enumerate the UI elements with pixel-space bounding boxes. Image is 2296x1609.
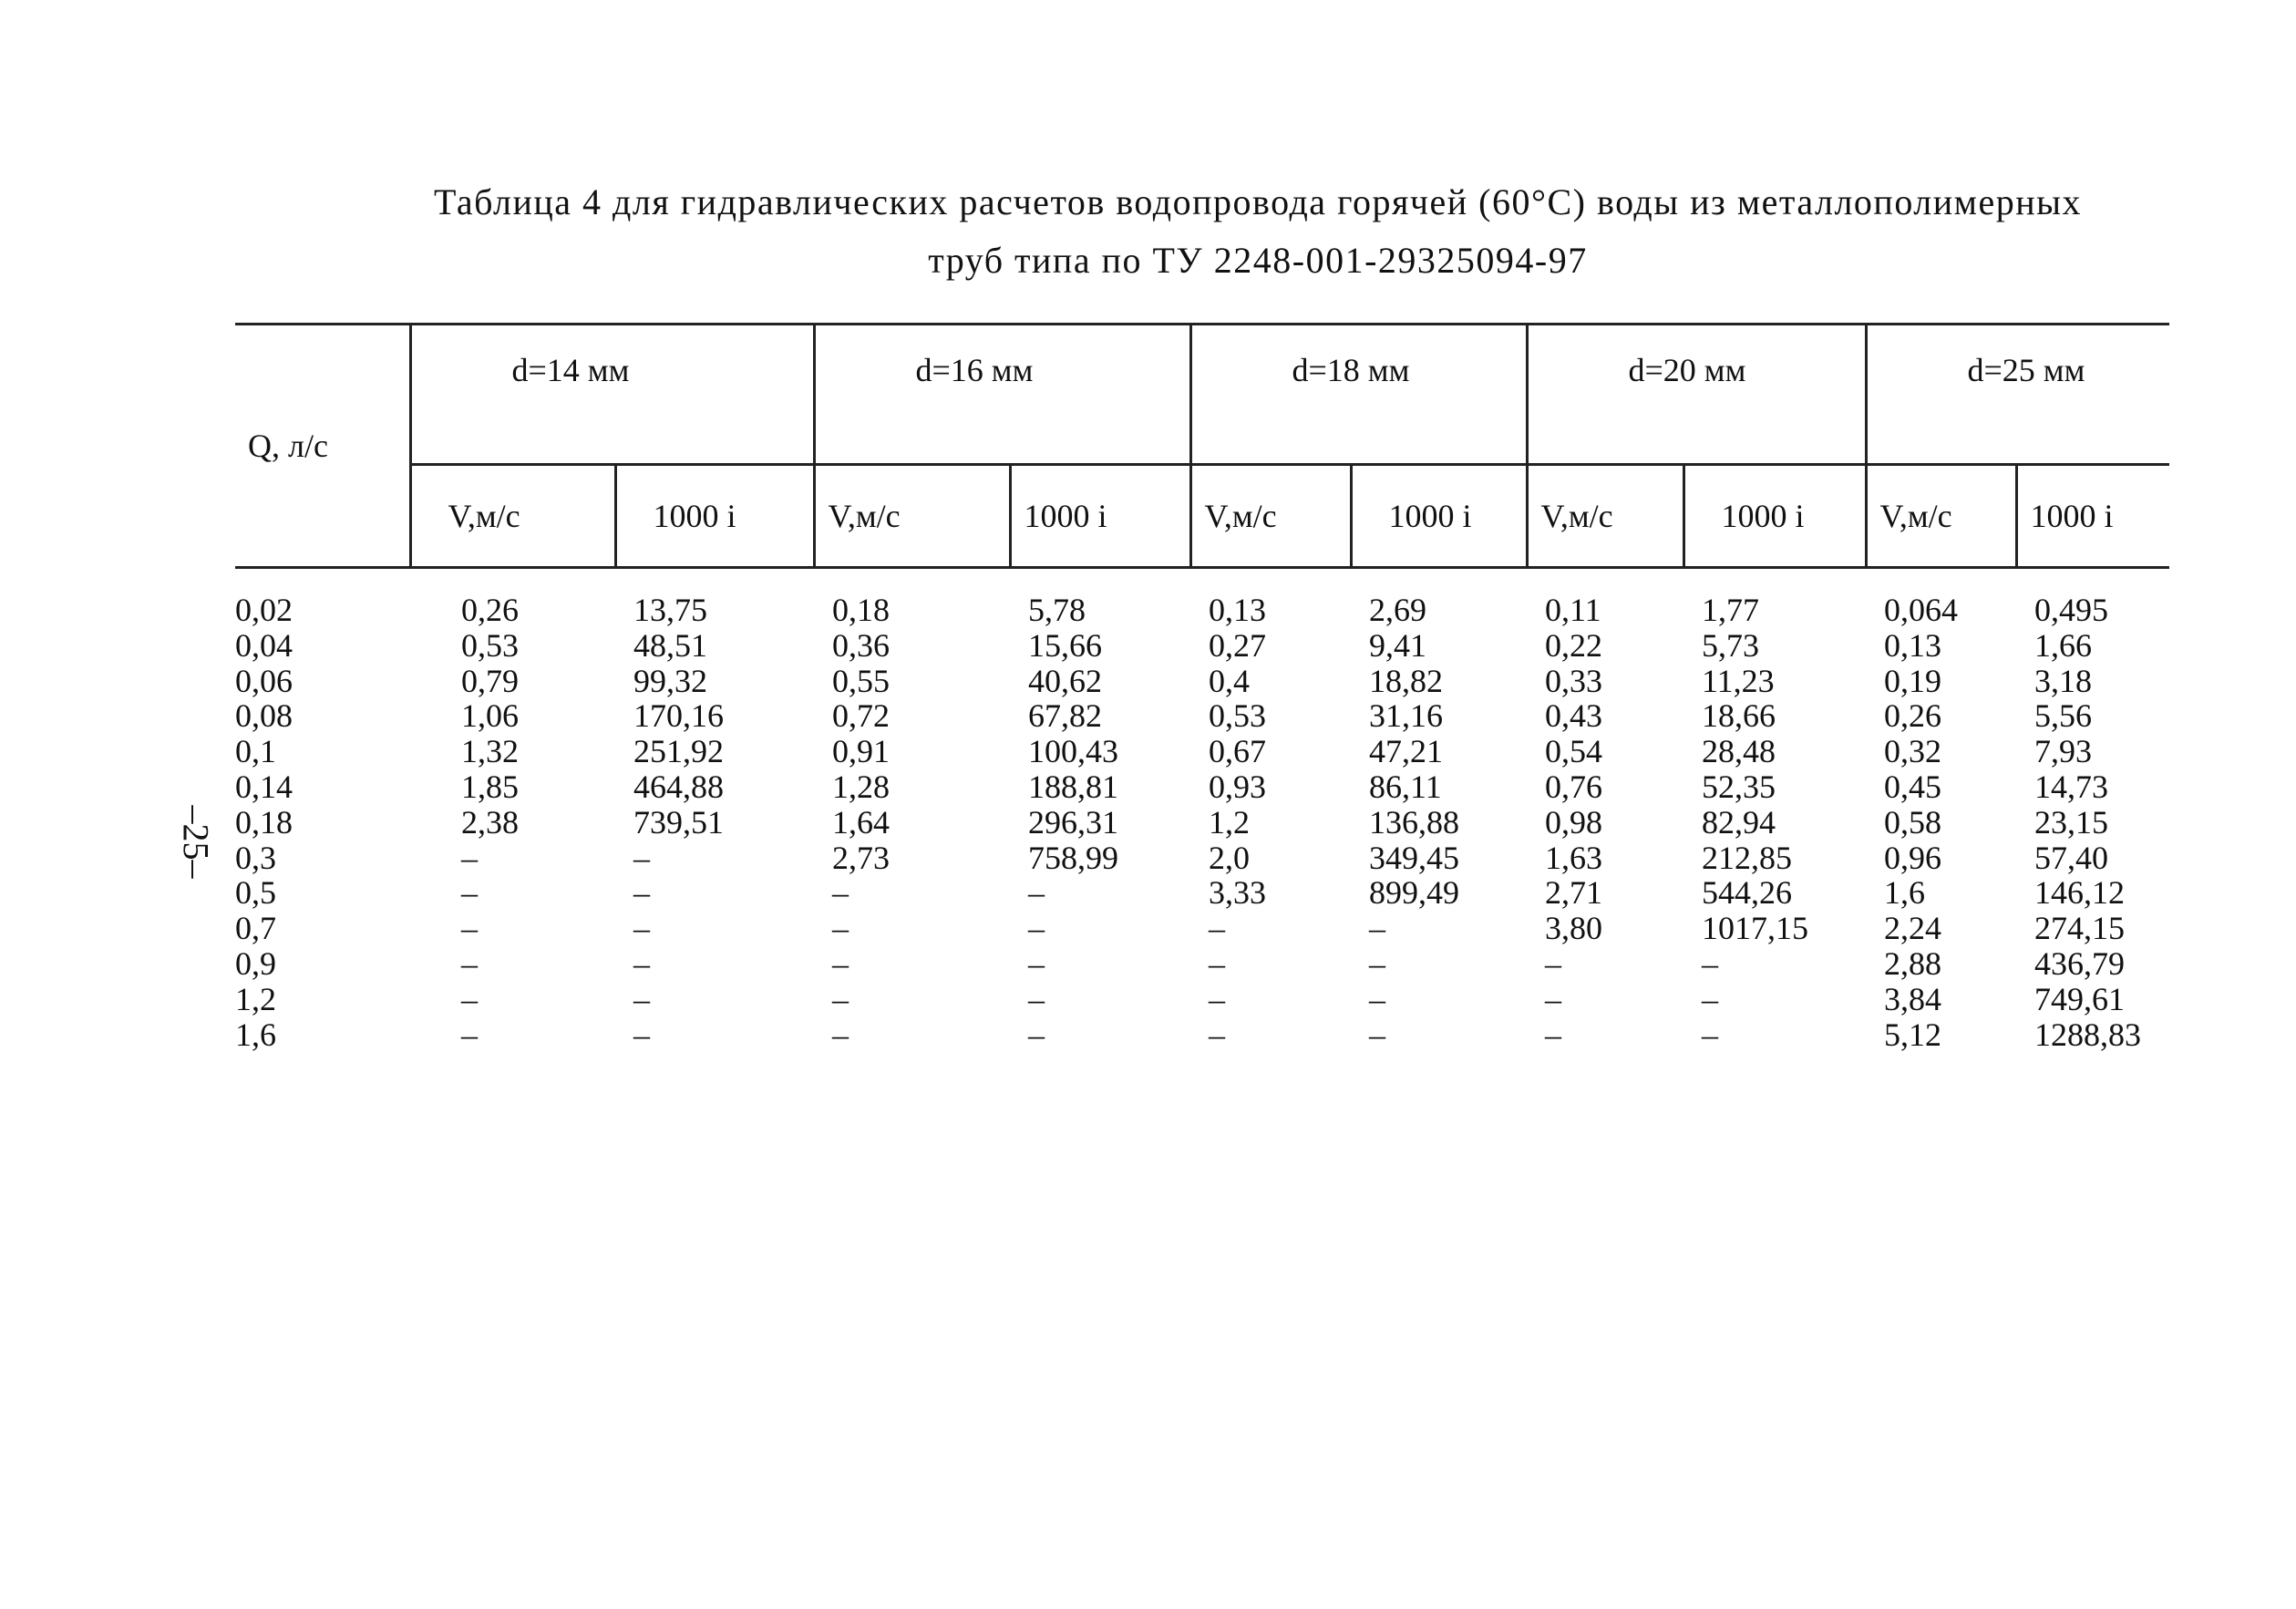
- velocity-cell: 1,63: [1545, 839, 1602, 876]
- velocity-cell: –: [832, 944, 849, 982]
- title-line-2: труб типа по ТУ 2248-001-29325094-97: [928, 240, 1588, 281]
- table-row: [235, 568, 2169, 628]
- head-loss-cell: –: [633, 1016, 650, 1053]
- group-header-d16: d=16 мм: [814, 325, 1190, 465]
- velocity-cell: 0,26: [461, 592, 519, 628]
- velocity-cell: –: [461, 980, 478, 1017]
- subheader-head-loss: 1000 i: [615, 465, 814, 568]
- head-loss-cell: –: [633, 874, 650, 912]
- velocity-cell: 0,26: [1884, 697, 1941, 735]
- page-number: –25–: [175, 805, 217, 879]
- table-row: [235, 875, 2169, 911]
- velocity-cell: 1,2: [1209, 803, 1250, 841]
- flow-rate-cell: 0,02: [235, 592, 293, 628]
- head-loss-cell: 99,32: [633, 662, 707, 699]
- head-loss-cell: 464,88: [633, 768, 724, 805]
- velocity-cell: –: [461, 874, 478, 912]
- group-header-d14: d=14 мм: [410, 325, 814, 465]
- head-loss-cell: 5,78: [1028, 592, 1086, 628]
- velocity-cell: 0,43: [1545, 697, 1602, 735]
- velocity-cell: 0,33: [1545, 662, 1602, 699]
- velocity-cell: –: [832, 980, 849, 1017]
- flow-rate-cell: 0,04: [235, 626, 293, 664]
- head-loss-cell: 3,18: [2034, 662, 2092, 699]
- flow-rate-cell: 0,08: [235, 697, 293, 735]
- head-loss-cell: 100,43: [1028, 733, 1118, 770]
- velocity-cell: 1,85: [461, 768, 519, 805]
- velocity-cell: 2,88: [1884, 944, 1941, 982]
- table-row: [235, 805, 2169, 841]
- flow-rate-cell: 1,6: [235, 1016, 276, 1053]
- head-loss-cell: –: [633, 944, 650, 982]
- head-loss-cell: 82,94: [1702, 803, 1776, 841]
- subheader-velocity: V,м/с: [1527, 465, 1683, 568]
- head-loss-cell: –: [1702, 1016, 1718, 1053]
- flow-rate-cell: 0,7: [235, 910, 276, 947]
- velocity-cell: –: [1545, 1016, 1561, 1053]
- head-loss-cell: –: [1702, 980, 1718, 1017]
- subheader-velocity: V,м/с: [1190, 465, 1351, 568]
- velocity-cell: 2,38: [461, 803, 519, 841]
- subheader-head-loss: 1000 i: [1683, 465, 1866, 568]
- head-loss-cell: 23,15: [2034, 803, 2108, 841]
- velocity-cell: 0,19: [1884, 662, 1941, 699]
- head-loss-cell: 758,99: [1028, 839, 1118, 876]
- subheader-head-loss: 1000 i: [1010, 465, 1190, 568]
- head-loss-cell: 1017,15: [1702, 910, 1808, 947]
- table-header: [235, 325, 2169, 568]
- head-loss-cell: –: [1369, 944, 1385, 982]
- head-loss-cell: 14,73: [2034, 768, 2108, 805]
- head-loss-cell: 251,92: [633, 733, 724, 770]
- head-loss-cell: –: [1369, 910, 1385, 947]
- velocity-cell: –: [461, 944, 478, 982]
- group-header-d18: d=18 мм: [1190, 325, 1527, 465]
- velocity-cell: 0,064: [1884, 592, 1958, 628]
- velocity-cell: 3,84: [1884, 980, 1941, 1017]
- table-row: [235, 769, 2169, 805]
- head-loss-cell: –: [1369, 1016, 1385, 1053]
- head-loss-cell: 136,88: [1369, 803, 1459, 841]
- velocity-cell: –: [832, 874, 849, 912]
- table-title: [346, 173, 2169, 290]
- head-loss-cell: 2,69: [1369, 592, 1426, 628]
- velocity-cell: 0,22: [1545, 626, 1602, 664]
- table-row: [235, 841, 2169, 876]
- head-loss-cell: 170,16: [633, 697, 724, 735]
- head-loss-cell: 13,75: [633, 592, 707, 628]
- velocity-cell: 1,06: [461, 697, 519, 735]
- velocity-cell: 0,58: [1884, 803, 1941, 841]
- head-loss-cell: 544,26: [1702, 874, 1792, 912]
- velocity-cell: –: [461, 910, 478, 947]
- velocity-cell: –: [1209, 910, 1225, 947]
- hydraulic-table: [235, 323, 2169, 1052]
- head-loss-cell: 1288,83: [2034, 1016, 2141, 1053]
- table-row: [235, 911, 2169, 946]
- head-loss-cell: 188,81: [1028, 768, 1118, 805]
- velocity-cell: 2,73: [832, 839, 890, 876]
- velocity-cell: 3,80: [1545, 910, 1602, 947]
- head-loss-cell: –: [1028, 980, 1045, 1017]
- head-loss-cell: 749,61: [2034, 980, 2125, 1017]
- table-row: [235, 734, 2169, 769]
- head-loss-cell: 146,12: [2034, 874, 2125, 912]
- head-loss-cell: 86,11: [1369, 768, 1442, 805]
- velocity-cell: 0,13: [1884, 626, 1941, 664]
- velocity-cell: –: [832, 910, 849, 947]
- table-row: [235, 664, 2169, 699]
- velocity-cell: 3,33: [1209, 874, 1266, 912]
- flow-rate-cell: 1,2: [235, 980, 276, 1017]
- head-loss-cell: 15,66: [1028, 626, 1102, 664]
- head-loss-cell: 48,51: [633, 626, 707, 664]
- velocity-cell: –: [1209, 944, 1225, 982]
- group-header-d20: d=20 мм: [1527, 325, 1866, 465]
- subheader-velocity: V,м/с: [410, 465, 615, 568]
- head-loss-cell: 57,40: [2034, 839, 2108, 876]
- table-row: [235, 628, 2169, 664]
- velocity-cell: 0,79: [461, 662, 519, 699]
- flow-rate-cell: 0,9: [235, 944, 276, 982]
- head-loss-cell: 274,15: [2034, 910, 2125, 947]
- q-header: Q, л/с: [235, 325, 410, 568]
- hydraulic-table-container: [235, 323, 2169, 1052]
- head-loss-cell: 11,23: [1702, 662, 1775, 699]
- flow-rate-cell: 0,5: [235, 874, 276, 912]
- head-loss-cell: 212,85: [1702, 839, 1792, 876]
- velocity-cell: 0,76: [1545, 768, 1602, 805]
- velocity-cell: 0,27: [1209, 626, 1266, 664]
- velocity-cell: 0,53: [1209, 697, 1266, 735]
- group-header-d25: d=25 мм: [1866, 325, 2169, 465]
- head-loss-cell: –: [1028, 910, 1045, 947]
- velocity-cell: 1,28: [832, 768, 890, 805]
- velocity-cell: 0,18: [832, 592, 890, 628]
- head-loss-cell: 31,16: [1369, 697, 1443, 735]
- subheader-velocity: V,м/с: [1866, 465, 2016, 568]
- head-loss-cell: 40,62: [1028, 662, 1102, 699]
- head-loss-cell: 52,35: [1702, 768, 1776, 805]
- flow-rate-cell: 0,14: [235, 768, 293, 805]
- velocity-cell: –: [461, 1016, 478, 1053]
- velocity-cell: 0,91: [832, 733, 890, 770]
- flow-rate-cell: 0,18: [235, 803, 293, 841]
- head-loss-cell: 1,77: [1702, 592, 1759, 628]
- head-loss-cell: 0,495: [2034, 592, 2108, 628]
- velocity-cell: 0,93: [1209, 768, 1266, 805]
- table-body: [235, 568, 2169, 1053]
- subheader-head-loss: 1000 i: [1351, 465, 1527, 568]
- velocity-cell: 0,55: [832, 662, 890, 699]
- velocity-cell: 1,64: [832, 803, 890, 841]
- velocity-cell: –: [832, 1016, 849, 1053]
- velocity-cell: 0,72: [832, 697, 890, 735]
- head-loss-cell: 18,66: [1702, 697, 1776, 735]
- head-loss-cell: 67,82: [1028, 697, 1102, 735]
- head-loss-cell: 5,56: [2034, 697, 2092, 735]
- velocity-cell: 0,36: [832, 626, 890, 664]
- head-loss-cell: –: [633, 839, 650, 876]
- head-loss-cell: –: [1028, 874, 1045, 912]
- head-loss-cell: 28,48: [1702, 733, 1776, 770]
- head-loss-cell: –: [1369, 980, 1385, 1017]
- velocity-cell: –: [461, 839, 478, 876]
- head-loss-cell: 899,49: [1369, 874, 1459, 912]
- velocity-cell: 0,4: [1209, 662, 1250, 699]
- velocity-cell: 1,32: [461, 733, 519, 770]
- head-loss-cell: 349,45: [1369, 839, 1459, 876]
- velocity-cell: –: [1545, 980, 1561, 1017]
- head-loss-cell: 739,51: [633, 803, 724, 841]
- head-loss-cell: 5,73: [1702, 626, 1759, 664]
- head-loss-cell: 18,82: [1369, 662, 1443, 699]
- velocity-cell: 0,67: [1209, 733, 1266, 770]
- velocity-cell: 0,32: [1884, 733, 1941, 770]
- head-loss-cell: –: [1028, 1016, 1045, 1053]
- velocity-cell: 2,71: [1545, 874, 1602, 912]
- head-loss-cell: –: [633, 980, 650, 1017]
- velocity-cell: 0,13: [1209, 592, 1266, 628]
- velocity-cell: –: [1209, 1016, 1225, 1053]
- head-loss-cell: 296,31: [1028, 803, 1118, 841]
- velocity-cell: 0,96: [1884, 839, 1941, 876]
- velocity-cell: 2,0: [1209, 839, 1250, 876]
- velocity-cell: 0,98: [1545, 803, 1602, 841]
- table-row: [235, 946, 2169, 982]
- velocity-cell: 0,54: [1545, 733, 1602, 770]
- table-row: [235, 698, 2169, 734]
- head-loss-cell: 436,79: [2034, 944, 2125, 982]
- flow-rate-cell: 0,06: [235, 662, 293, 699]
- velocity-cell: 0,11: [1545, 592, 1601, 628]
- velocity-cell: –: [1209, 980, 1225, 1017]
- flow-rate-cell: 0,3: [235, 839, 276, 876]
- head-loss-cell: 9,41: [1369, 626, 1426, 664]
- head-loss-cell: 1,66: [2034, 626, 2092, 664]
- velocity-cell: 5,12: [1884, 1016, 1941, 1053]
- table-row: [235, 982, 2169, 1017]
- velocity-cell: –: [1545, 944, 1561, 982]
- velocity-cell: 2,24: [1884, 910, 1941, 947]
- head-loss-cell: –: [633, 910, 650, 947]
- velocity-cell: 0,45: [1884, 768, 1941, 805]
- velocity-cell: 1,6: [1884, 874, 1925, 912]
- subheader-head-loss: 1000 i: [2016, 465, 2169, 568]
- subheader-velocity: V,м/с: [814, 465, 1010, 568]
- table-row: [235, 1017, 2169, 1053]
- velocity-cell: 0,53: [461, 626, 519, 664]
- head-loss-cell: –: [1028, 944, 1045, 982]
- head-loss-cell: 7,93: [2034, 733, 2092, 770]
- head-loss-cell: 47,21: [1369, 733, 1443, 770]
- flow-rate-cell: 0,1: [235, 733, 276, 770]
- head-loss-cell: –: [1702, 944, 1718, 982]
- title-line-1: Таблица 4 для гидравлических расчетов водопровода горячей (60°С) воды из металлополимерных: [433, 181, 2083, 222]
